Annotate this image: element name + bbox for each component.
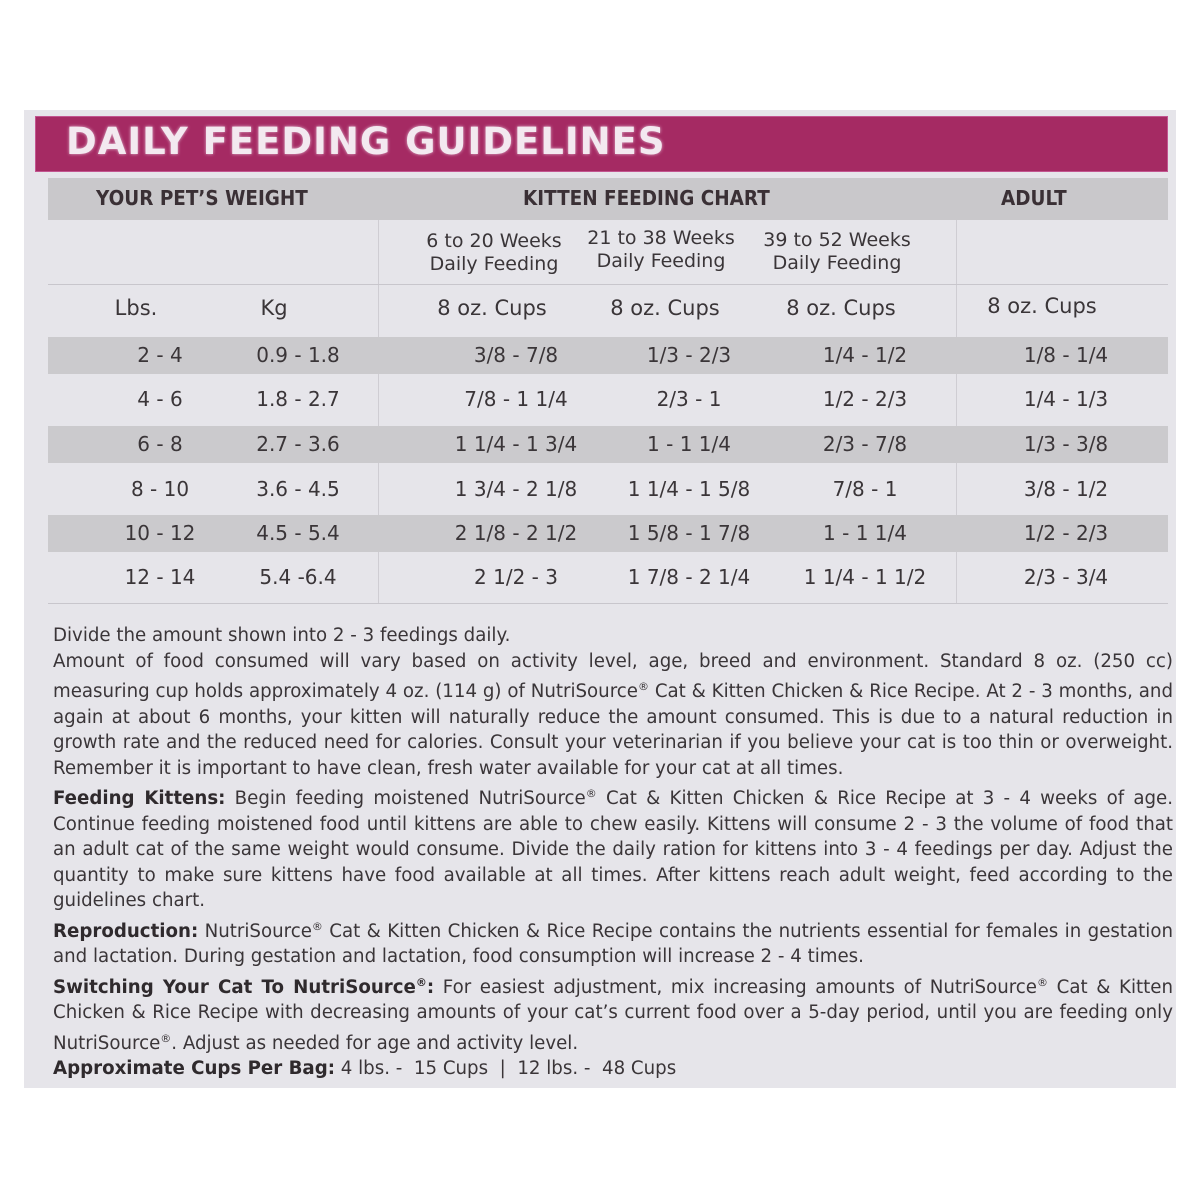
feeding-notes — [53, 623, 1173, 1082]
header-kitten-feeding-chart: KITTEN FEEDING CHART — [523, 186, 770, 210]
cell-kg: 3.6 - 4.5 — [256, 477, 340, 501]
header-pet-weight: YOUR PET’S WEIGHT — [96, 186, 308, 210]
cell-lbs: 2 - 4 — [137, 343, 183, 367]
cell-k1: 2 1/8 - 2 1/2 — [454, 521, 578, 545]
cell-k3: 7/8 - 1 — [832, 477, 898, 501]
note-feeding-kittens: Feeding Kittens: Begin feeding moistened NutriSource® Cat & Kitten Chicken & Rice Recipe at 3 - 4 weeks of age. Continue feeding moistened food until kittens are able to chew easily. Kittens will consume 2 - 3 the volume of food that an adult cat of the same weight would consume. Divide the daily ration for kittens into 3 - 4 feedings per day. Adjust the quantity to make sure kittens have food available at all times. After kittens reach adult weight, feed according to the guidelines chart. — [53, 787, 1173, 911]
table-row — [48, 381, 1168, 418]
cell-k1: 7/8 - 1 1/4 — [464, 387, 568, 411]
subheader-divider — [48, 284, 1168, 285]
note-label-cups-per-bag: Approximate Cups Per Bag: — [53, 1058, 335, 1079]
note-divide: Divide the amount shown into 2 - 3 feedings daily. — [53, 625, 511, 646]
title-bar — [35, 116, 1168, 172]
note-label-switching: Switching Your Cat To NutriSource®: — [53, 975, 435, 998]
note-label-reproduction: Reproduction: — [53, 920, 199, 942]
note-label-feeding-kittens: Feeding Kittens: — [53, 788, 226, 809]
cell-lbs: 10 - 12 — [124, 521, 196, 545]
header-adult: ADULT — [1001, 186, 1067, 210]
cell-adult: 2/3 - 3/4 — [1023, 565, 1109, 589]
unit-k3: 8 oz. Cups — [786, 296, 896, 320]
unit-k2: 8 oz. Cups — [610, 296, 720, 320]
cell-k2: 2/3 - 1 — [656, 387, 722, 411]
cell-k3: 1 - 1 1/4 — [823, 521, 907, 545]
table-row — [48, 471, 1168, 508]
unit-adult: 8 oz. Cups — [987, 294, 1097, 318]
cell-lbs: 8 - 10 — [130, 477, 190, 501]
table-row — [48, 337, 1168, 374]
note-cups-per-bag: Approximate Cups Per Bag: 4 lbs. - 15 Cups | 12 lbs. - 48 Cups — [53, 1058, 677, 1079]
cell-k2: 1/3 - 2/3 — [646, 343, 732, 367]
unit-kg: Kg — [260, 296, 288, 320]
table-row — [48, 515, 1168, 552]
cell-adult: 1/4 - 1/3 — [1023, 387, 1109, 411]
age-header-39-52: 39 to 52 Weeks Daily Feeding — [763, 229, 911, 274]
note-amount: Amount of food consumed will vary based on activity level, age, breed and environment. Standard 8 oz. (250 cc) measuring cup holds approximately 4 oz. (114 g) of NutriSource® Cat & Kitten Chicken & Rice Recipe. At 2 - 3 months, and again at about 6 months, your kitten will naturally reduce the amount consumed. This is due to a natural reduction in growth rate and the reduced need for calories. Consult your veterinarian if you believe your cat is too thin or overweight. Remember it is important to have clean, fresh water available for your cat at all times. — [53, 650, 1173, 779]
unit-k1: 8 oz. Cups — [437, 296, 547, 320]
registered-mark: ® — [1037, 975, 1048, 989]
cell-adult: 1/2 - 2/3 — [1023, 521, 1109, 545]
cell-kg: 2.7 - 3.6 — [256, 432, 340, 456]
cell-adult: 3/8 - 1/2 — [1023, 477, 1109, 501]
cell-k3: 1/2 - 2/3 — [822, 387, 908, 411]
cell-lbs: 6 - 8 — [137, 432, 183, 456]
table-row — [48, 559, 1168, 596]
registered-mark: ® — [585, 787, 597, 800]
cell-k3: 2/3 - 7/8 — [822, 432, 908, 456]
table-bottom-divider — [48, 603, 1168, 604]
cell-k1: 1 3/4 - 2 1/8 — [454, 477, 578, 501]
cell-k2: 1 1/4 - 1 5/8 — [627, 477, 751, 501]
cell-k1: 1 1/4 - 1 3/4 — [454, 432, 578, 456]
cell-k3: 1/4 - 1/2 — [822, 343, 908, 367]
cell-adult: 1/8 - 1/4 — [1023, 343, 1109, 367]
feeding-guidelines-panel — [24, 110, 1176, 1088]
cell-kg: 0.9 - 1.8 — [256, 343, 340, 367]
registered-mark: ® — [637, 680, 649, 693]
cell-lbs: 12 - 14 — [124, 565, 196, 589]
page-title: DAILY FEEDING GUIDELINES — [66, 120, 666, 163]
age-header-21-38: 21 to 38 Weeks Daily Feeding — [587, 227, 735, 272]
cell-k2: 1 5/8 - 1 7/8 — [627, 521, 751, 545]
group-header-band — [48, 178, 1168, 220]
table-row — [48, 426, 1168, 463]
registered-mark: ® — [160, 1031, 172, 1045]
registered-mark: ® — [311, 919, 323, 933]
note-switching: Switching Your Cat To NutriSource®: For easiest adjustment, mix increasing amounts of NutriSource® Cat & Kitten Chicken & Rice Recipe with decreasing amounts of your cat’s current food over a 5-day period, until you are feeding only NutriSource®. Adjust as needed for age and activity level. — [53, 975, 1173, 1054]
cell-lbs: 4 - 6 — [137, 387, 183, 411]
cell-k1: 2 1/2 - 3 — [474, 565, 558, 589]
cell-kg: 1.8 - 2.7 — [256, 387, 340, 411]
cell-kg: 5.4 -6.4 — [259, 565, 337, 589]
age-header-6-20: 6 to 20 Weeks Daily Feeding — [426, 230, 562, 275]
unit-lbs: Lbs. — [114, 296, 158, 320]
cell-k1: 3/8 - 7/8 — [473, 343, 559, 367]
cell-k2: 1 - 1 1/4 — [647, 432, 731, 456]
cell-k2: 1 7/8 - 2 1/4 — [627, 565, 751, 589]
cell-adult: 1/3 - 3/8 — [1023, 432, 1109, 456]
cell-k3: 1 1/4 - 1 1/2 — [803, 565, 927, 589]
note-reproduction: Reproduction: NutriSource® Cat & Kitten Chicken & Rice Recipe contains the nutrients essential for females in gestation and lactation. During gestation and lactation, food consumption will increase 2 - 4 times. — [53, 919, 1173, 967]
cell-kg: 4.5 - 5.4 — [256, 521, 340, 545]
